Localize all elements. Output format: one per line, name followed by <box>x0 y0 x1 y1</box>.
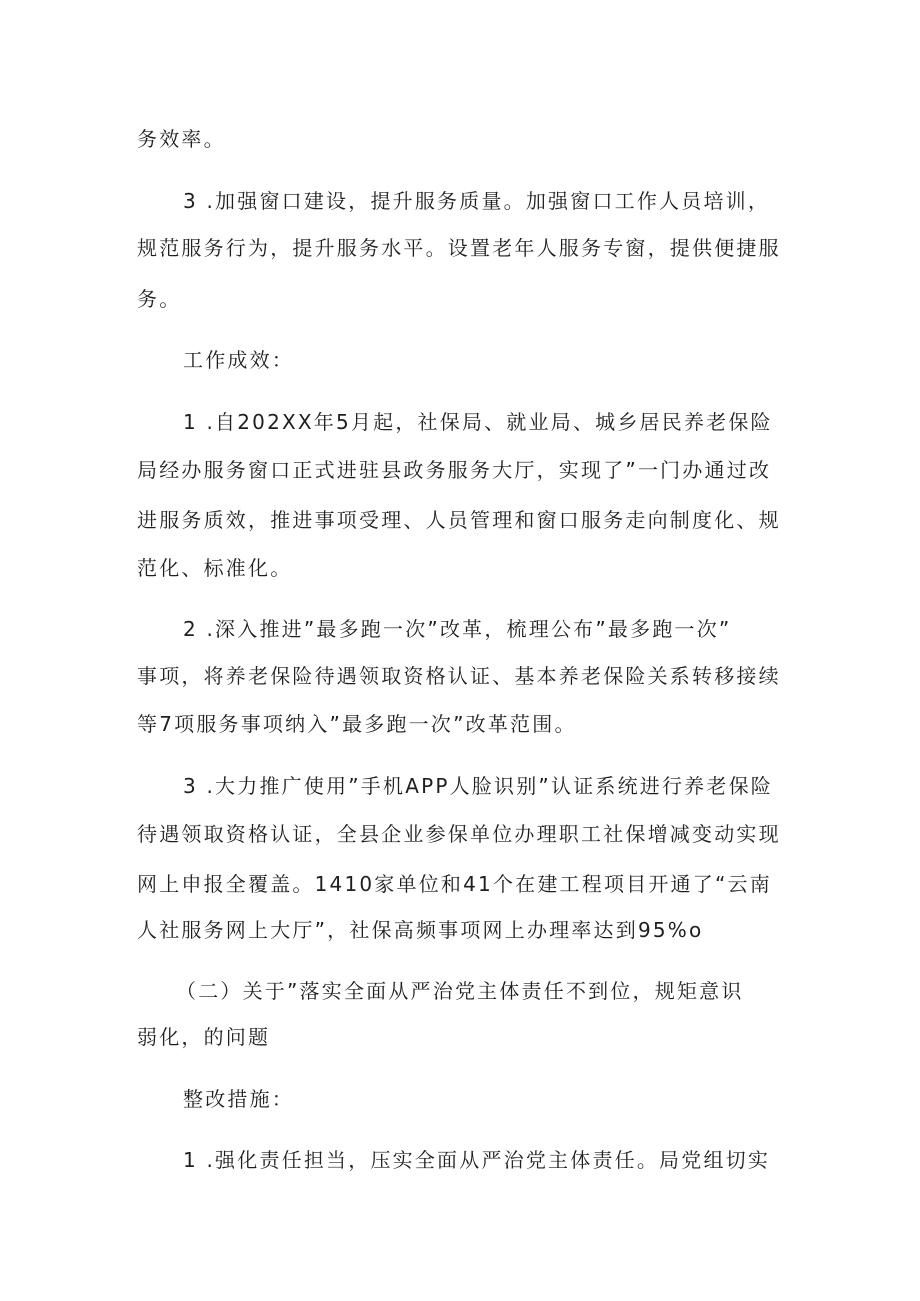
text-line: 2 .深入推进”最多跑一次”改革，梳理公布”最多跑一次” <box>183 617 732 641</box>
text-line: 3 .大力推广使用”手机APP人脸识别”认证系统进行养老保险 <box>183 774 773 798</box>
section-heading: 整改措施： <box>183 1087 294 1111</box>
section-heading: 工作成效： <box>183 348 294 372</box>
text-line: 范化、标准化。 <box>137 556 293 580</box>
text-line: 务效率。 <box>137 127 226 151</box>
text-line: 3 .加强窗口建设，提升服务质量。加强窗口工作人员培训， <box>183 189 771 213</box>
text-line: 事项，将养老保险待遇领取资格认证、基本养老保险关系转移接续 <box>137 664 781 688</box>
text-line: 1 .强化责任担当，压实全面从严治党主体责任。局党组切实 <box>183 1148 771 1172</box>
text-line: 等7项服务事项纳入”最多跑一次”改革范围。 <box>137 712 577 736</box>
text-line: 局经办服务窗口正式进驻县政务服务大厅，实现了”一门办通过改 <box>137 458 772 482</box>
text-line: 人社服务网上大厅”，社保高频事项网上办理率达到95%o <box>137 918 704 942</box>
text-line: 1 .自202XX年5月起，社保局、就业局、城乡居民养老保险 <box>183 410 773 434</box>
text-line: 待遇领取资格认证，全县企业参保单位办理职工社保增减变动实现 <box>137 822 781 846</box>
text-line: 网上申报全覆盖。1410家单位和41个在建工程项目开通了“云南 <box>137 872 772 896</box>
text-line: 弱化，的问题 <box>137 1025 271 1049</box>
section-heading: （二）关于”落实全面从严治党主体责任不到位，规矩意识 <box>176 979 744 1003</box>
text-line: 务。 <box>137 287 182 311</box>
text-line: 进服务质效，推进事项受理、人员管理和窗口服务走向制度化、规 <box>137 508 781 532</box>
text-line: 规范服务行为，提升服务水平。设置老年人服务专窗，提供便捷服 <box>137 236 781 260</box>
